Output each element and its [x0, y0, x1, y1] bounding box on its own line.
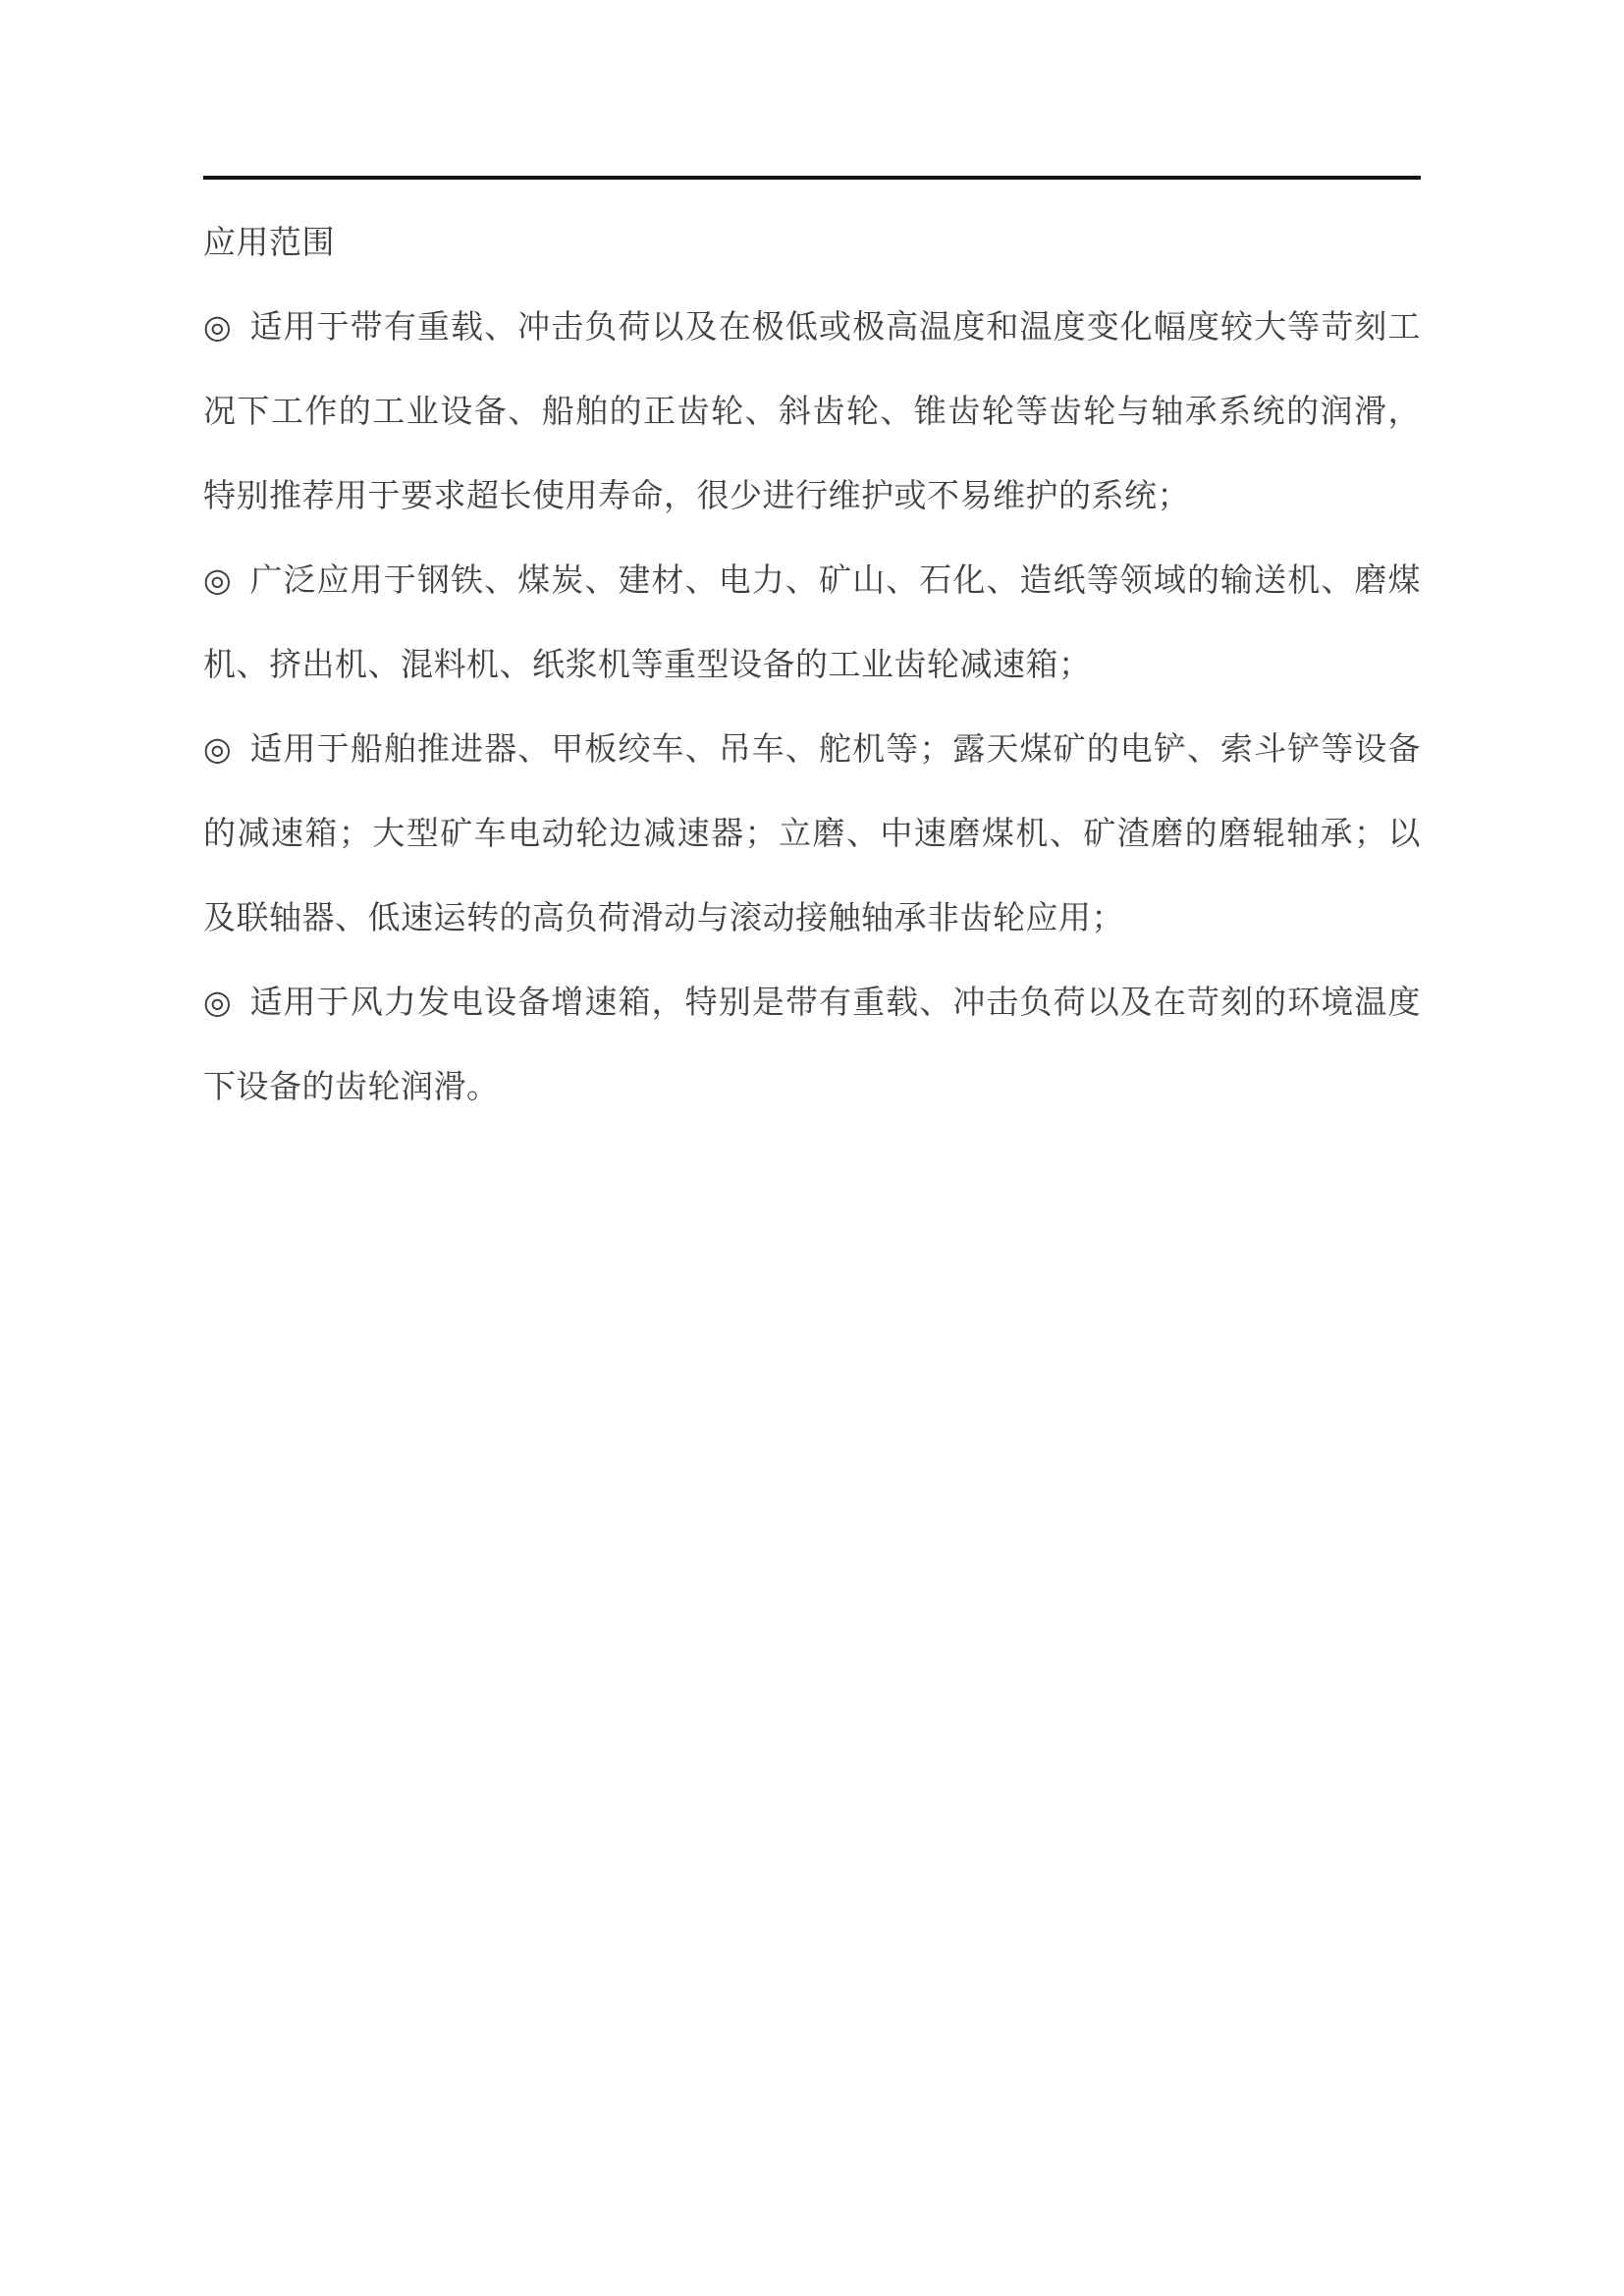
text-line: 下设备的齿轮润滑。: [203, 1068, 500, 1104]
bullet-paragraph: [203, 285, 1421, 538]
paragraph-list: [203, 285, 1421, 1129]
text-line: 况下工作的工业设备、船舶的正齿轮、斜齿轮、锥齿轮等齿轮与轴承系统的润滑，: [203, 393, 1421, 429]
paragraph-first-line: ◎ 广泛应用于钢铁、煤炭、建材、电力、矿山、石化、造纸等领域的输送机、磨煤: [203, 561, 1421, 598]
text-line: 的减速箱；大型矿车电动轮边减速器；立磨、中速磨煤机、矿渣磨的磨辊轴承；以: [203, 815, 1421, 851]
text-line: 及联轴器、低速运转的高负荷滑动与滚动接触轴承非齿轮应用；: [203, 899, 1124, 935]
paragraph-first-line: ◎ 适用于带有重载、冲击负荷以及在极低或极高温度和温度变化幅度较大等苛刻工: [203, 308, 1421, 345]
horizontal-divider: [203, 176, 1421, 180]
paragraph-first-line: ◎ 适用于风力发电设备增速箱，特别是带有重载、冲击负荷以及在苛刻的环境温度: [203, 984, 1421, 1020]
document-content: [203, 200, 1421, 1129]
paragraph-first-line: ◎ 适用于船舶推进器、甲板绞车、吊车、舵机等；露天煤矿的电铲、索斗铲等设备: [203, 730, 1421, 767]
text-line: 特别推荐用于要求超长使用寿命，很少进行维护或不易维护的系统；: [203, 477, 1190, 513]
text-line: 机、挤出机、混料机、纸浆机等重型设备的工业齿轮减速箱；: [203, 646, 1092, 682]
bullet-paragraph: [203, 538, 1421, 707]
bullet-paragraph: [203, 960, 1421, 1129]
page-title: 应用范围: [203, 224, 335, 260]
bullet-paragraph: [203, 707, 1421, 960]
